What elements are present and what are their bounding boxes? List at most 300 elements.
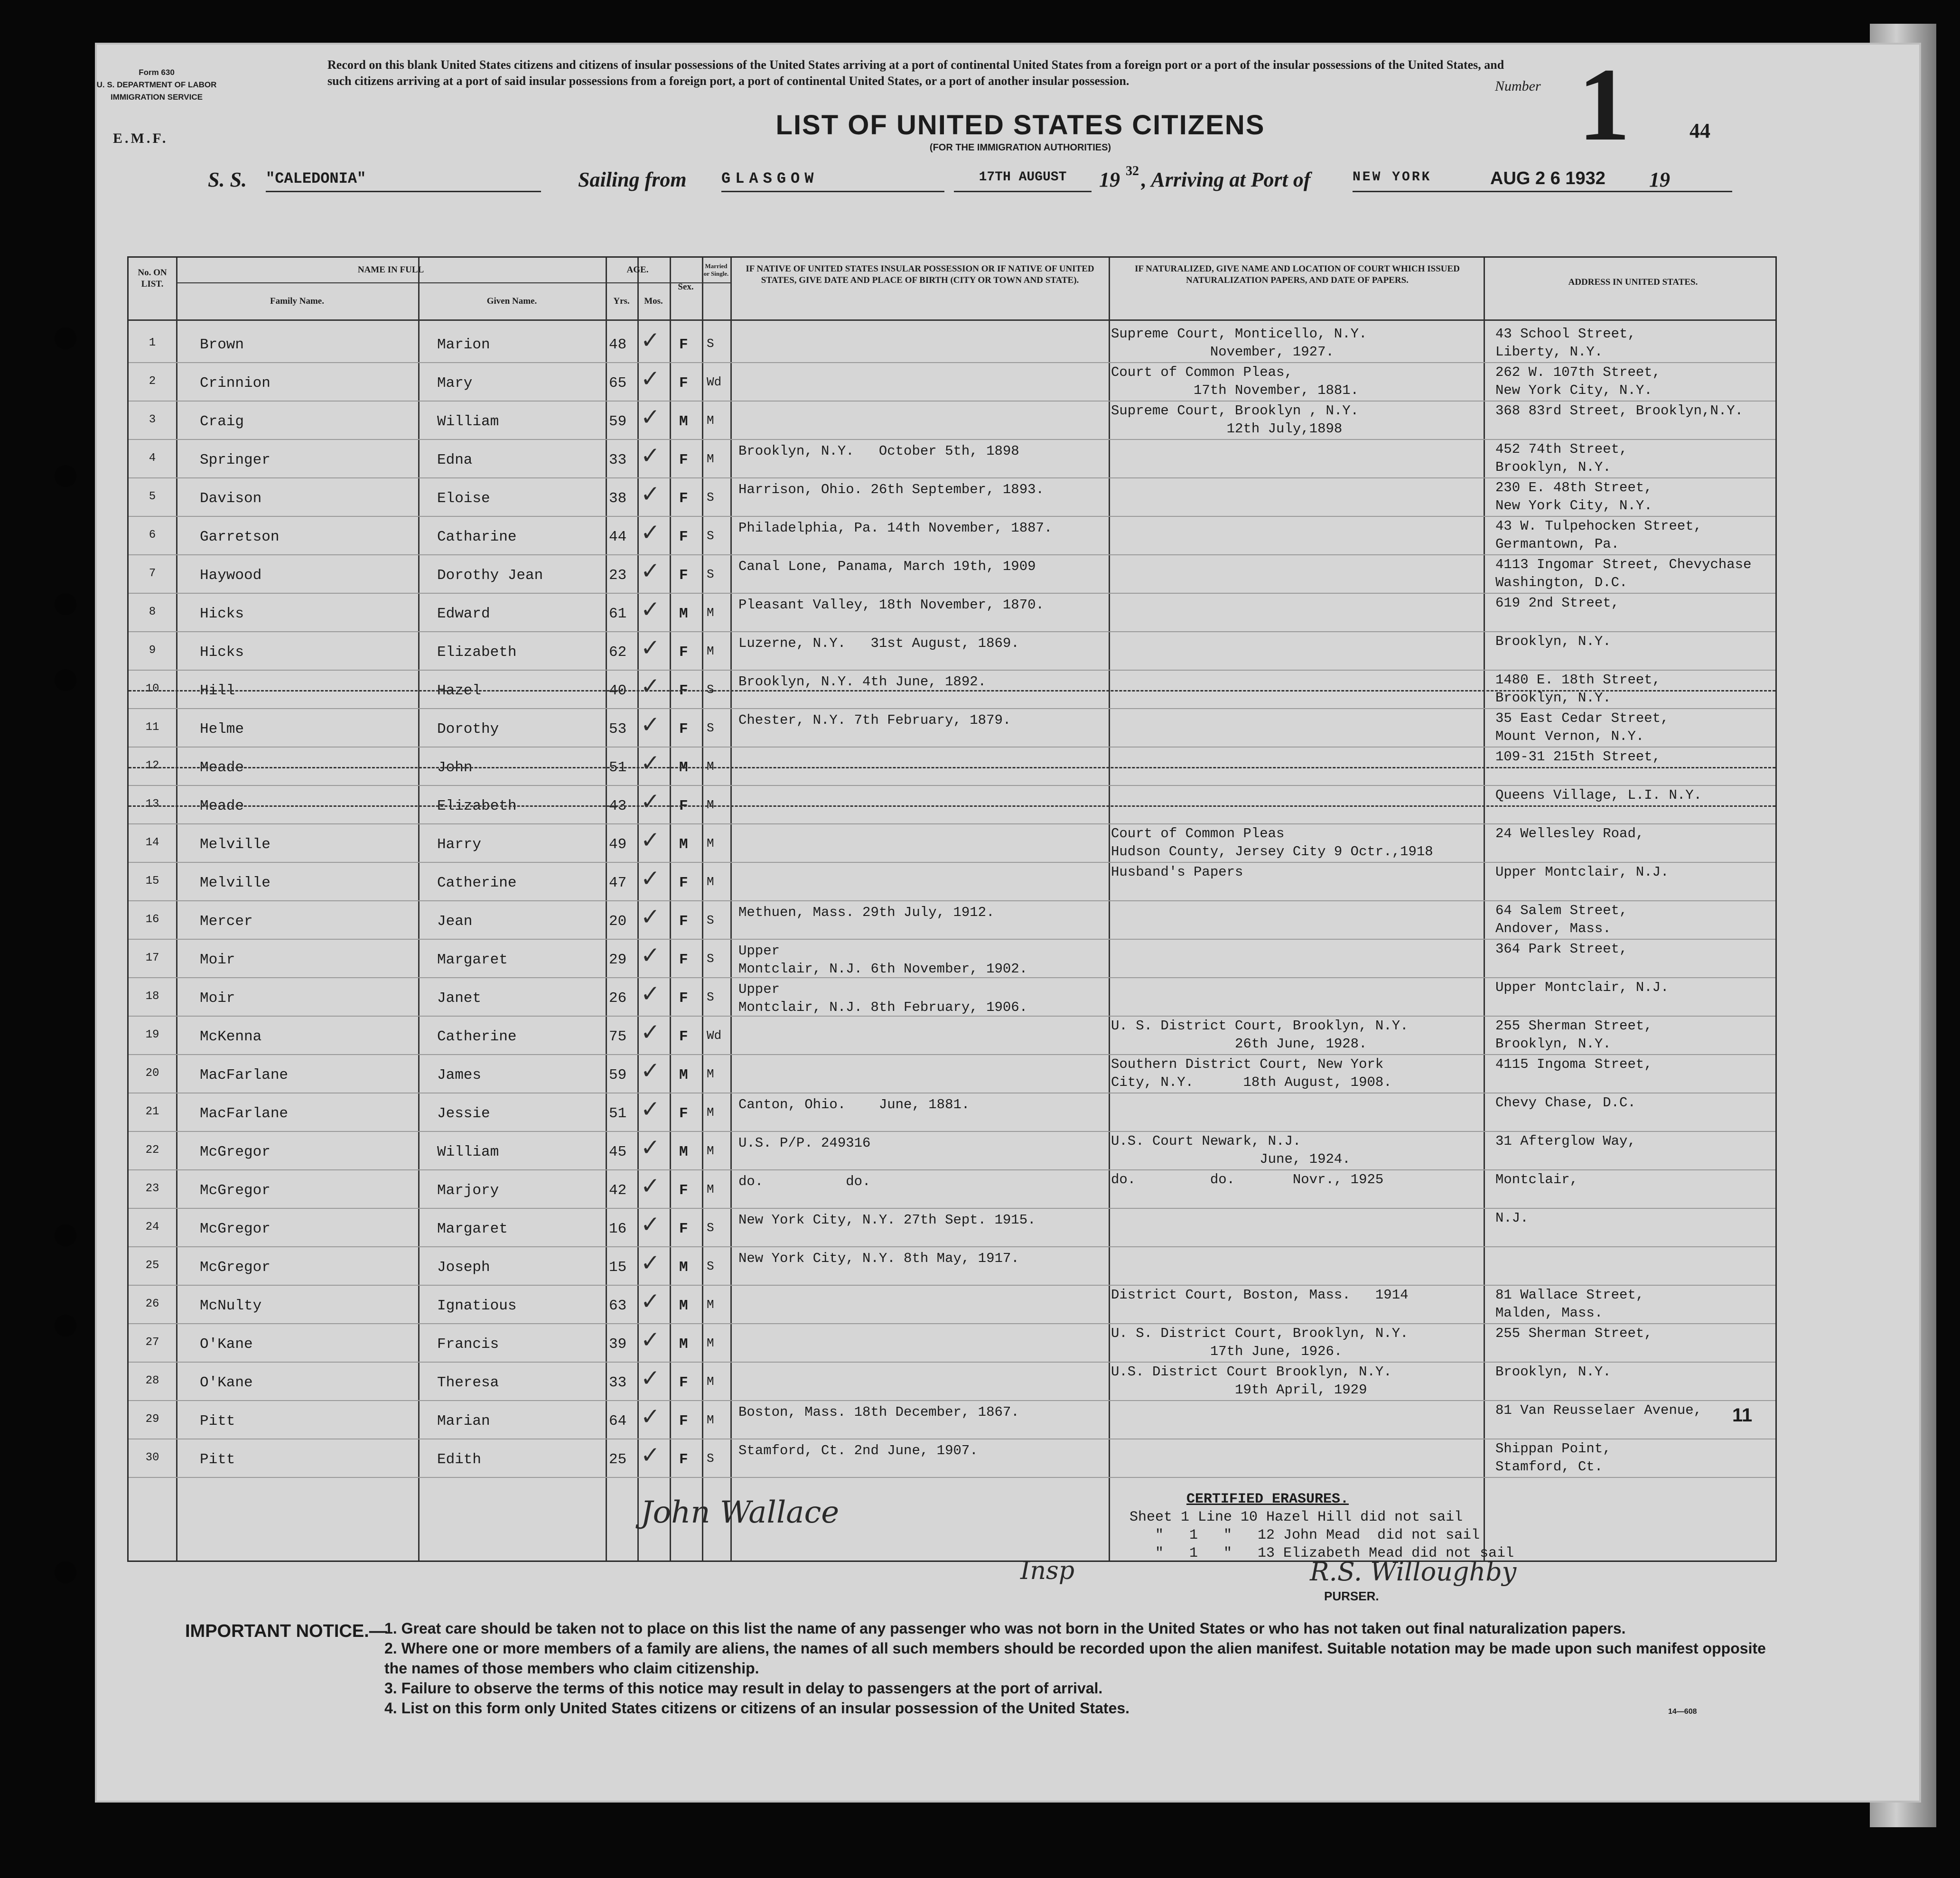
sex: F (679, 452, 688, 468)
age-years: 15 (609, 1259, 627, 1276)
us-address: 452 74th Street, Brooklyn, N.Y. (1495, 441, 1628, 475)
given-name: William (437, 1144, 499, 1160)
marital-status: M (707, 759, 714, 774)
age-years: 62 (609, 644, 627, 661)
strikethrough-line (129, 767, 1775, 768)
family-name: Pitt (200, 1451, 235, 1468)
given-name: James (437, 1067, 482, 1084)
row-number: 9 (149, 644, 156, 657)
row-number: 4 (149, 452, 156, 465)
row-number: 18 (145, 990, 159, 1003)
arrival-date-stamp: AUG 2 6 1932 (1490, 168, 1605, 188)
row-number: 12 (145, 759, 159, 772)
birth-place-date: Brooklyn, N.Y. 4th June, 1892. (738, 674, 987, 690)
row-number: 26 (145, 1298, 159, 1310)
marital-status: S (707, 1221, 714, 1235)
us-address: 364 Park Street, (1495, 941, 1628, 957)
sex: F (679, 375, 688, 392)
table-row (129, 824, 1775, 862)
check-mark-icon: ✓ (642, 480, 658, 510)
check-mark-icon: ✓ (642, 326, 658, 356)
family-name: Hicks (200, 644, 244, 661)
us-address: 43 W. Tulpehocken Street, Germantown, Pa. (1495, 518, 1702, 552)
row-number: 3 (149, 413, 156, 426)
sex: M (679, 1336, 688, 1353)
us-address: Upper Montclair, N.J. (1495, 980, 1669, 995)
age-years: 48 (609, 336, 627, 353)
given-name: Margaret (437, 1221, 508, 1237)
age-years: 47 (609, 875, 627, 891)
marital-status: S (707, 490, 714, 505)
naturalization-court: Supreme Court, Brooklyn , N.Y. 12th July,1898 (1111, 403, 1359, 437)
check-mark-icon: ✓ (642, 518, 658, 549)
form-print-code: 14—608 (1668, 1708, 1697, 1716)
given-name: Marian (437, 1413, 490, 1430)
notice-item: 4. List on this form only United States citizens or citizens of an insular possession of the United States. (384, 1700, 1130, 1717)
table-row (129, 478, 1775, 516)
row-number: 19 (145, 1028, 159, 1041)
check-mark-icon: ✓ (642, 787, 658, 818)
family-name: Mercer (200, 913, 253, 930)
notice-item: 2. Where one or more members of a family are aliens, the names of all such members should be recorded upon the alien manifest. Suitable notation may be made upon such manifest opposite the names of those members who claim citizenship. (384, 1640, 1766, 1677)
age-years: 43 (609, 798, 627, 814)
age-years: 39 (609, 1336, 627, 1353)
table-row (129, 1016, 1775, 1054)
age-years: 59 (609, 1067, 627, 1084)
us-address: Brooklyn, N.Y. (1495, 634, 1611, 649)
col-age: AGE. (626, 265, 649, 275)
table-row (129, 1401, 1775, 1439)
us-address: 64 Salem Street, Andover, Mass. (1495, 903, 1628, 936)
given-name: Elizabeth (437, 644, 517, 661)
age-years: 51 (609, 1105, 627, 1122)
row-number: 1 (149, 336, 156, 349)
row-number: 5 (149, 490, 156, 503)
check-mark-icon: ✓ (642, 403, 658, 433)
row-number: 20 (145, 1067, 159, 1080)
given-name: Theresa (437, 1374, 499, 1391)
service: IMMIGRATION SERVICE (111, 93, 203, 102)
row-number: 21 (145, 1105, 159, 1118)
marital-status: S (707, 336, 714, 351)
col-naturalized: IF NATURALIZED, GIVE NAME AND LOCATION OF COURT WHICH ISSUED NATURALIZATION PAPERS, AND DATE OF PAPERS. (1135, 264, 1460, 285)
year-prefix: 19 (1099, 168, 1120, 191)
table-row (129, 939, 1775, 977)
check-mark-icon: ✓ (642, 1172, 658, 1202)
table-row (129, 1170, 1775, 1208)
birth-place-date: Philadelphia, Pa. 14th November, 1887. (738, 520, 1053, 536)
arrival-port: NEW YORK (1353, 170, 1713, 192)
family-name: McKenna (200, 1028, 262, 1045)
row-number: 11 (145, 721, 159, 734)
birth-place-date: Stamford, Ct. 2nd June, 1907. (738, 1443, 978, 1458)
sex: F (679, 721, 688, 738)
given-name: Jessie (437, 1105, 490, 1122)
row-number: 2 (149, 375, 156, 388)
check-mark-icon: ✓ (642, 749, 658, 779)
check-mark-icon: ✓ (642, 441, 658, 472)
marital-status: M (707, 1374, 714, 1389)
us-address: Montclair, (1495, 1172, 1578, 1187)
age-years: 64 (609, 1413, 627, 1430)
table-row (129, 1055, 1775, 1093)
marital-status: M (707, 1182, 714, 1196)
family-name: O'Kane (200, 1374, 253, 1391)
check-mark-icon: ✓ (642, 1056, 658, 1087)
us-address: Queens Village, L.I. N.Y. (1495, 787, 1702, 803)
page-subtitle: (FOR THE IMMIGRATION AUTHORITIES) (929, 142, 1111, 153)
given-name: John (437, 759, 473, 776)
year2-prefix: 19 (1649, 168, 1670, 191)
us-address: 1480 E. 18th Street, Brooklyn, N.Y. (1495, 672, 1661, 706)
marital-status: M (707, 1144, 714, 1158)
table-row (129, 632, 1775, 670)
us-address: 109-31 215th Street, (1495, 749, 1661, 765)
us-address: 35 East Cedar Street, Mount Vernon, N.Y. (1495, 710, 1669, 744)
age-years: 29 (609, 952, 627, 968)
birth-place-date: Chester, N.Y. 7th February, 1879. (738, 712, 1011, 728)
marital-status: Wd (707, 375, 722, 389)
binder-hole (55, 669, 76, 691)
sex: M (679, 1144, 688, 1160)
age-years: 59 (609, 413, 627, 430)
check-mark-icon: ✓ (642, 710, 658, 741)
naturalization-court: Court of Common Pleas Hudson County, Jersey City 9 Octr.,1918 (1111, 826, 1433, 860)
given-name: Edward (437, 606, 490, 622)
naturalization-court: Southern District Court, New York City, N.Y. 18th August, 1908. (1111, 1056, 1392, 1090)
table-row (129, 901, 1775, 939)
family-name: Garretson (200, 529, 280, 545)
row-number: 13 (145, 798, 159, 811)
sex: F (679, 529, 688, 545)
ship-name: "CALEDONIA" (266, 170, 541, 192)
year2-blank (1675, 170, 1732, 192)
birth-place-date: Boston, Mass. 18th December, 1867. (738, 1404, 1019, 1420)
marital-status: S (707, 1451, 714, 1466)
col-given-name: Given Name. (486, 296, 537, 306)
check-mark-icon: ✓ (642, 1249, 658, 1279)
row-number: 17 (145, 952, 159, 964)
us-address: 255 Sherman Street, (1495, 1326, 1652, 1341)
us-address: 255 Sherman Street, Brooklyn, N.Y. (1495, 1018, 1652, 1052)
row-number: 22 (145, 1144, 159, 1157)
given-name: Marjory (437, 1182, 499, 1199)
given-name: Ignatious (437, 1298, 517, 1314)
naturalization-court: Supreme Court, Monticello, N.Y. November, 1927. (1111, 326, 1367, 360)
sex: M (679, 606, 688, 622)
us-address: Upper Montclair, N.J. (1495, 864, 1669, 880)
birth-place-date: Harrison, Ohio. 26th September, 1893. (738, 482, 1044, 497)
sex: F (679, 1451, 688, 1468)
sex: F (679, 1182, 688, 1199)
family-name: Craig (200, 413, 244, 430)
naturalization-court: do. do. Novr., 1925 (1111, 1172, 1384, 1187)
notice-label: IMPORTANT NOTICE.— (185, 1621, 387, 1641)
family-name: Springer (200, 452, 271, 468)
marital-status: M (707, 798, 714, 812)
given-name: Francis (437, 1336, 499, 1353)
purser-signature: R.S. Willoughby (1310, 1557, 1517, 1587)
row-number: 6 (149, 529, 156, 542)
age-years: 26 (609, 990, 627, 1007)
age-years: 45 (609, 1144, 627, 1160)
us-address: N.J. (1495, 1210, 1529, 1226)
age-years: 33 (609, 1374, 627, 1391)
row-number: 16 (145, 913, 159, 926)
us-address: 24 Wellesley Road, (1495, 826, 1644, 841)
given-name: Edna (437, 452, 473, 468)
check-mark-icon: ✓ (642, 1441, 658, 1471)
table-row (129, 555, 1775, 593)
sex: M (679, 1259, 688, 1276)
given-name: Dorothy Jean (437, 567, 543, 584)
col-sex: Sex. (678, 282, 694, 292)
marital-status: S (707, 913, 714, 927)
notice-item: 1. Great care should be taken not to place on this list the name of any passenger who was not born in the United States or who has not taken out final naturalization papers. (384, 1620, 1626, 1637)
us-address: 31 Afterglow Way, (1495, 1133, 1636, 1149)
check-mark-icon: ✓ (642, 1133, 658, 1164)
purser-title: PURSER. (1324, 1589, 1379, 1603)
erasure-line: " 1 " 12 John Mead did not sail (1129, 1527, 1480, 1543)
us-address: 4115 Ingoma Street, (1495, 1056, 1652, 1072)
form-code: E.M.F. (113, 131, 168, 146)
us-address: 619 2nd Street, (1495, 595, 1620, 611)
table-row (129, 1362, 1775, 1400)
check-mark-icon: ✓ (642, 634, 658, 664)
number-label: Number (1495, 78, 1541, 94)
sex: F (679, 1374, 688, 1391)
instructions: Record on this blank United States citizens and citizens of insular possessions of the United States arriving at a port of continental United States from a foreign port or a port of the insular possessions of the United States, and such citizens arriving at a port of said insular possessions from a foreign port, a port of continental United States, or a port of another insular possession. (327, 58, 1504, 88)
age-years: 38 (609, 490, 627, 507)
table-row (129, 516, 1775, 554)
col-mos: Mos. (644, 296, 663, 306)
sex: M (679, 1298, 688, 1314)
family-name: O'Kane (200, 1336, 253, 1353)
age-years: 51 (609, 759, 627, 776)
row-number: 15 (145, 875, 159, 888)
us-address: Brooklyn, N.Y. (1495, 1364, 1611, 1380)
binder-hole (55, 1224, 76, 1246)
department: U. S. DEPARTMENT OF LABOR (96, 80, 217, 89)
marital-status: S (707, 682, 714, 697)
col-married-single: Married or Single. (703, 262, 729, 277)
age-years: 25 (609, 1451, 627, 1468)
naturalization-court: U. S. District Court, Brooklyn, N.Y. 26th June, 1928. (1111, 1018, 1409, 1052)
family-name: McGregor (200, 1259, 271, 1276)
check-mark-icon: ✓ (642, 595, 658, 626)
binder-hole (55, 1315, 76, 1336)
birth-place-date: Upper Montclair, N.J. 8th February, 1906. (738, 981, 1028, 1015)
naturalization-court: Husband's Papers (1111, 864, 1243, 880)
check-mark-icon: ✓ (642, 1018, 658, 1048)
family-name: Davison (200, 490, 262, 507)
us-address: 262 W. 107th Street, New York City, N.Y. (1495, 364, 1661, 398)
sex: F (679, 913, 688, 930)
marital-status: M (707, 644, 714, 658)
age-years: 61 (609, 606, 627, 622)
birth-place-date: Luzerne, N.Y. 31st August, 1869. (738, 635, 1019, 651)
family-name: McGregor (200, 1144, 271, 1160)
certified-erasures (1129, 1490, 1514, 1562)
table-row (129, 1208, 1775, 1246)
marital-status: S (707, 567, 714, 581)
sex: F (679, 644, 688, 661)
marital-status: Wd (707, 1028, 722, 1043)
marital-status: M (707, 1298, 714, 1312)
marital-status: S (707, 721, 714, 735)
notice-item: 3. Failure to observe the terms of this notice may result in delay to passengers at the port of arrival. (384, 1680, 1103, 1697)
family-name: Melville (200, 836, 271, 853)
given-name: Hazel (437, 682, 482, 699)
check-mark-icon: ✓ (642, 557, 658, 587)
age-years: 40 (609, 682, 627, 699)
family-name: Moir (200, 990, 235, 1007)
family-name: Hicks (200, 606, 244, 622)
us-address: 4113 Ingomar Street, Chevychase Washington, D.C. (1495, 557, 1752, 590)
check-mark-icon: ✓ (642, 864, 658, 895)
family-name: Meade (200, 798, 244, 814)
given-name: Edith (437, 1451, 482, 1468)
check-mark-icon: ✓ (642, 1402, 658, 1433)
family-name: Pitt (200, 1413, 235, 1430)
sex: M (679, 759, 688, 776)
age-years: 53 (609, 721, 627, 738)
family-name: Melville (200, 875, 271, 891)
sailing-label: Sailing from (578, 168, 687, 191)
given-name: Jean (437, 913, 473, 930)
table-row (129, 670, 1775, 708)
check-mark-icon: ✓ (642, 1095, 658, 1125)
table-row (129, 862, 1775, 900)
passenger-table (127, 256, 1777, 1562)
marital-status: M (707, 452, 714, 466)
family-name: Helme (200, 721, 244, 738)
us-address: Shippan Point, Stamford, Ct. (1495, 1441, 1611, 1475)
family-name: McGregor (200, 1221, 271, 1237)
sex: F (679, 952, 688, 968)
check-mark-icon: ✓ (642, 980, 658, 1010)
us-address: 81 Wallace Street, Malden, Mass. (1495, 1287, 1644, 1321)
table-row (129, 1247, 1775, 1285)
sailing-date: 17TH AUGUST (954, 170, 1092, 192)
family-name: Moir (200, 952, 235, 968)
naturalization-court: U.S. Court Newark, N.J. June, 1924. (1111, 1133, 1351, 1167)
sex: F (679, 682, 688, 699)
list-number: 1 (1578, 47, 1630, 162)
row-number: 30 (145, 1451, 159, 1464)
sex: F (679, 1105, 688, 1122)
birth-place-date: New York City, N.Y. 8th May, 1917. (738, 1251, 1019, 1266)
family-name: Meade (200, 759, 244, 776)
marital-status: S (707, 990, 714, 1004)
sex: F (679, 490, 688, 507)
marital-status: M (707, 875, 714, 889)
marital-status: S (707, 952, 714, 966)
row-number: 23 (145, 1182, 159, 1195)
birth-place-date: Pleasant Valley, 18th November, 1870. (738, 597, 1044, 613)
ss-label: S. S. (208, 168, 247, 191)
us-address: 81 Van Reusselaer Avenue, (1495, 1402, 1702, 1418)
table-row (129, 593, 1775, 631)
table-row (129, 1093, 1775, 1131)
given-name: Catherine (437, 875, 517, 891)
family-name: McGregor (200, 1182, 271, 1199)
age-years: 16 (609, 1221, 627, 1237)
erasure-line: " 1 " 13 Elizabeth Mead did not sail (1129, 1545, 1514, 1561)
us-address: 230 E. 48th Street, New York City, N.Y. (1495, 480, 1652, 514)
birth-place-date: Brooklyn, N.Y. October 5th, 1898 (738, 443, 1019, 459)
col-name-in-full: NAME IN FULL (357, 265, 424, 275)
marital-status: M (707, 836, 714, 850)
age-years: 65 (609, 375, 627, 392)
check-mark-icon: ✓ (642, 364, 658, 395)
given-name: Dorothy (437, 721, 499, 738)
table-row (129, 1285, 1775, 1323)
age-years: 44 (609, 529, 627, 545)
us-address: 43 School Street, Liberty, N.Y. (1495, 326, 1636, 360)
table-row (129, 363, 1775, 401)
margin-note: 11 (1732, 1405, 1753, 1426)
departure-port: GLASGOW (721, 170, 944, 192)
col-address: ADDRESS IN UNITED STATES. (1568, 277, 1698, 287)
table-row (129, 1439, 1775, 1477)
age-years: 20 (609, 913, 627, 930)
naturalization-court: Court of Common Pleas, 17th November, 1881. (1111, 364, 1359, 398)
age-years: 42 (609, 1182, 627, 1199)
erasures-heading: CERTIFIED ERASURES. (1186, 1491, 1349, 1507)
year-suffix: 32 (1126, 164, 1139, 178)
given-name: Mary (437, 375, 473, 392)
check-mark-icon: ✓ (642, 826, 658, 856)
family-name: Crinnion (200, 375, 271, 392)
sex: F (679, 875, 688, 891)
birth-place-date: Canton, Ohio. June, 1881. (738, 1097, 970, 1112)
sex: F (679, 990, 688, 1007)
given-name: William (437, 413, 499, 430)
row-number: 28 (145, 1374, 159, 1387)
sex: F (679, 567, 688, 584)
sex: F (679, 1221, 688, 1237)
family-name: Haywood (200, 567, 262, 584)
sex: M (679, 413, 688, 430)
given-name: Margaret (437, 952, 508, 968)
row-number: 10 (145, 682, 159, 695)
check-mark-icon: ✓ (642, 1326, 658, 1356)
family-name: MacFarlane (200, 1105, 289, 1122)
table-row (129, 401, 1775, 439)
sex: F (679, 1413, 688, 1430)
check-mark-icon: ✓ (642, 903, 658, 933)
col-yrs: Yrs. (613, 296, 630, 306)
sex: M (679, 836, 688, 853)
given-name: Marion (437, 336, 490, 353)
table-row (129, 324, 1775, 362)
family-name: Brown (200, 336, 244, 353)
table-row (129, 747, 1775, 785)
table-row (129, 978, 1775, 1016)
age-years: 23 (609, 567, 627, 584)
given-name: Elizabeth (437, 798, 517, 814)
marital-status: M (707, 1105, 714, 1120)
sex: F (679, 798, 688, 814)
birth-place-date: U.S. P/P. 249316 (738, 1135, 871, 1151)
sex: F (679, 336, 688, 353)
age-years: 75 (609, 1028, 627, 1045)
family-name: MacFarlane (200, 1067, 289, 1084)
marital-status: S (707, 1259, 714, 1273)
check-mark-icon: ✓ (642, 1210, 658, 1241)
table-row (129, 1324, 1775, 1362)
